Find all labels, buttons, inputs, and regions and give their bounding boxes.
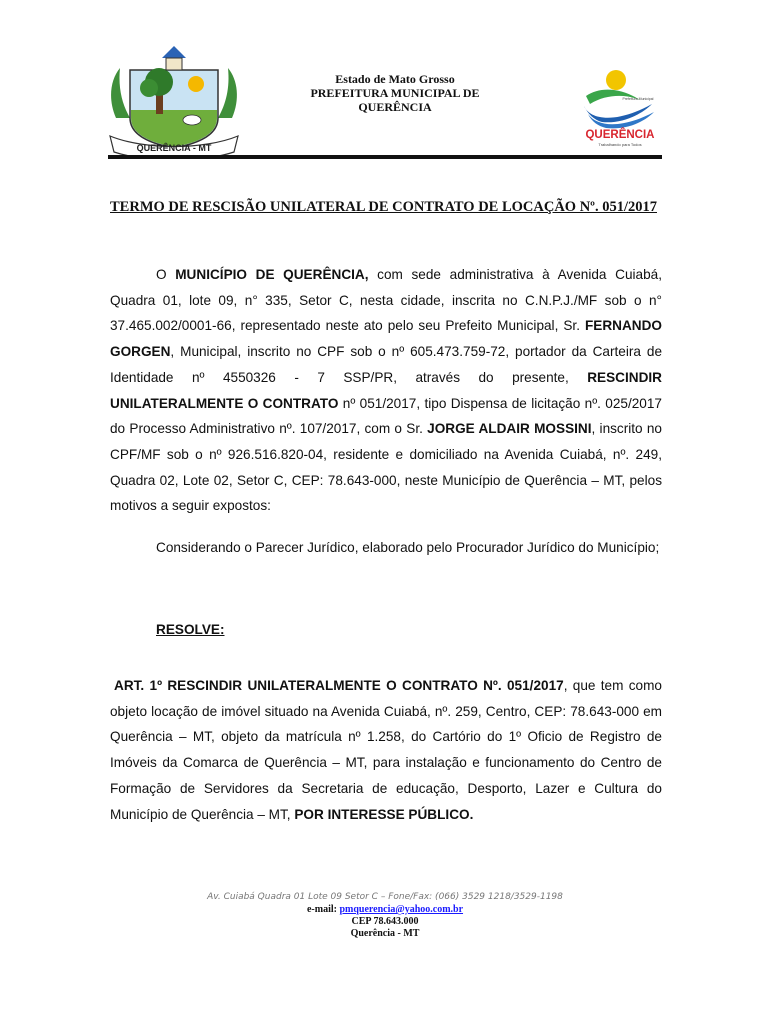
municipality-line: QUERÊNCIA [358,100,432,114]
footer [150,891,620,940]
header-divider [108,155,662,159]
document-title: TERMO DE RESCISÃO UNILATERAL DE CONTRATO DE LOCAÇÃO Nº. 051/2017 [110,199,657,215]
coat-of-arms-icon [104,40,244,158]
p3-bold-public-interest: POR INTERESSE PÚBLICO. [294,806,474,822]
logo-top-text: Prefeitura Municipal [622,97,654,101]
p1-bold-rescind: RESCINDIR UNILATERALMENTE O CONTRATO [110,369,662,411]
paragraph-parties [110,262,662,519]
footer-city: Querência - MT [350,928,420,939]
p1-text-1: O [156,267,176,282]
logo-name-text: QUERÊNCIA [585,129,655,141]
logo-slogan-text: Trabalhando para Todos [598,142,642,147]
p3-bold-article: ART. 1º RESCINDIR UNILATERALMENTE O CONTRATO Nº. 051/2017 [114,678,564,693]
p1-bold-mayor: FERNANDO GORGEN [110,318,662,360]
footer-cep: CEP 78.643.000 [351,916,419,927]
coat-of-arms-ribbon-text: QUERÊNCIA - MT [136,143,212,153]
p1-bold-municipality: MUNICÍPIO DE QUERÊNCIA, [175,267,369,282]
paragraph-considering: Considerando o Parecer Jurídico, elaborado pelo Procurador Jurídico do Município; [156,540,660,555]
p1-text-5: , inscrito no CPF/MF sob o nº 926.516.820-04, residente e domiciliado na Avenida Cuiabá, nº. 249, Quadra 02, Lote 02, Setor C, CEP: 78.643-000, neste Município de Querência – MT, pelos motivos a seguir expostos: [110,421,662,514]
p1-text-4: nº 051/2017, tipo Dispensa de licitação nº. 025/2017 do Processo Administrativo nº. 107/2017, com o Sr. [110,395,662,437]
paragraph-article-1 [110,673,662,827]
footer-address: Av. Cuiabá Quadra 01 Lote 09 Setor C – Fone/Fax: (066) 3529 1218/3529-1198 [207,892,563,902]
state-line: Estado de Mato Grosso [335,72,455,86]
letterhead-title [270,72,520,114]
p1-text-2: com sede administrativa à Avenida Cuiabá, Quadra 01, lote 09, n° 335, Setor C, nesta cidade, inscrita no C.N.P.J./MF sob o n° 37.465.002/0001-66, representado neste ato pelo seu Prefeito Municipal, Sr. [110,267,662,334]
p1-text-3: , Municipal, inscrito no CPF sob o nº 605.473.759-72, portador da Carteira de Identidade nº 4550326 - 7 SSP/PR, através do presente, [110,344,662,385]
p1-bold-lessor: JORGE ALDAIR MOSSINI [427,421,592,437]
resolve-heading: RESOLVE: [156,622,225,637]
municipality-logo-icon [580,66,660,150]
letterhead [0,0,770,170]
prefecture-line: PREFEITURA MUNICIPAL DE [310,86,480,100]
footer-email-line [150,904,620,916]
footer-email-label: e-mail: [306,904,340,915]
p3-text-1: , que tem como objeto locação de imóvel situado na Avenida Cuiabá, nº. 259, Centro, CEP: 78.643-000 em Querência – MT, objeto da matrícula nº 1.258, do Cartório do 1º Oficio de Registro de Imóveis da Comarca de Querência – MT, para instalação e funcionamento do Centro de Formação de Servidores da Secretaria de educação, Desporto, Lazer e Cultura do Município de Querência – MT, [110,678,662,822]
footer-email-link[interactable]: pmquerencia@yahoo.com.br [339,904,464,915]
